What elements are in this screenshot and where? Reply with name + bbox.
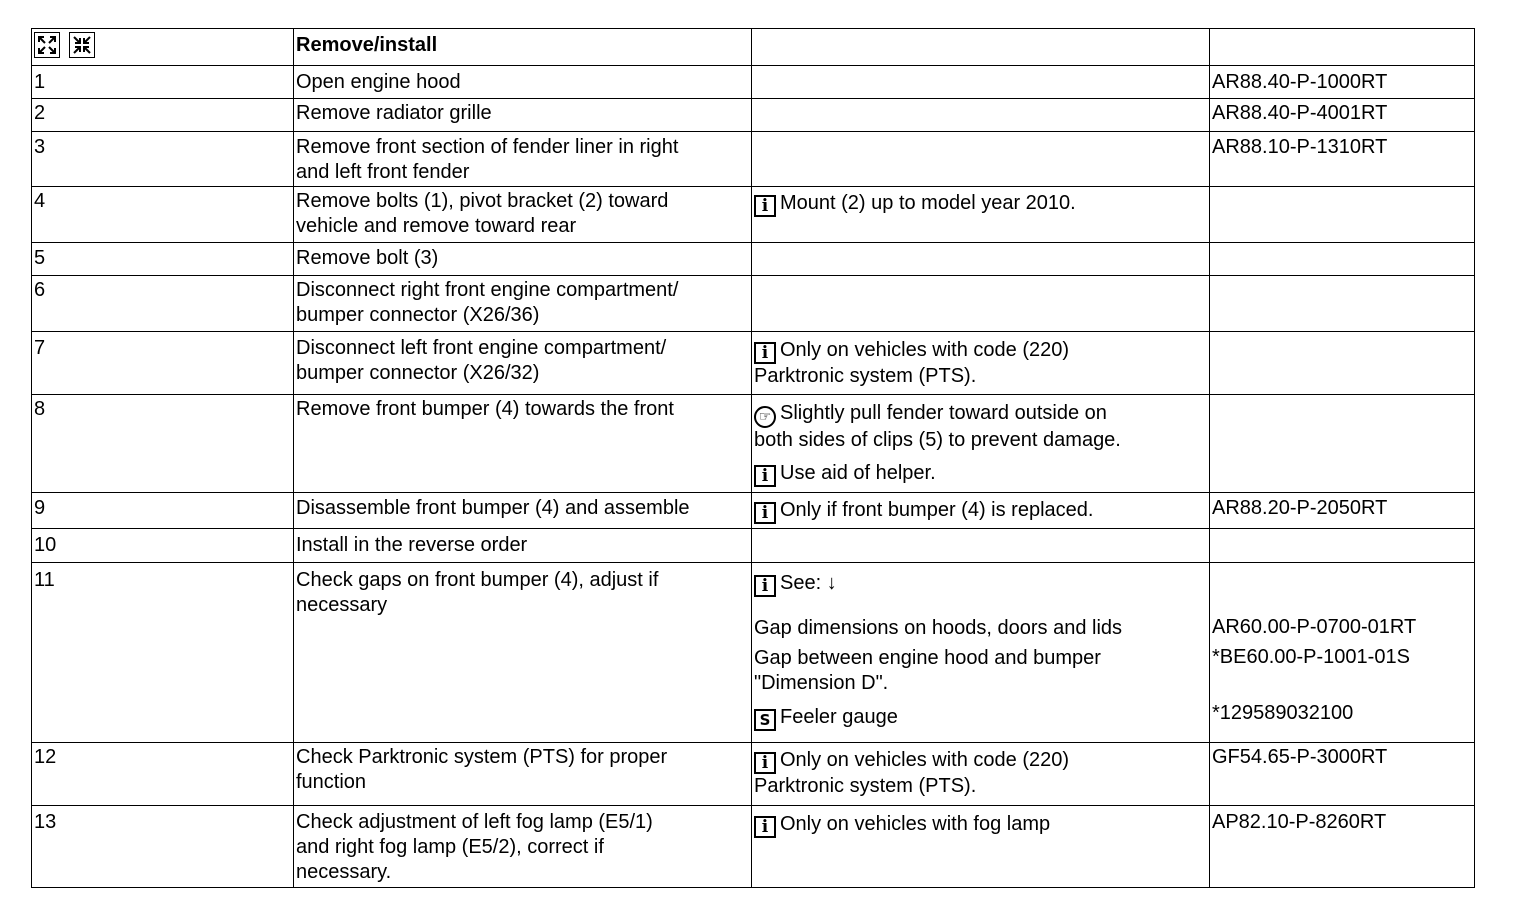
expand-arrows-icon[interactable] [34, 32, 60, 58]
step-note: i Only on vehicles with fog lamp [752, 806, 1210, 888]
step-number: 2 [32, 99, 294, 132]
table-row [32, 743, 1475, 806]
step-reference-link[interactable]: AR88.10-P-1310RT [1210, 132, 1475, 187]
step-number: 12 [32, 743, 294, 806]
step-number: 7 [32, 332, 294, 395]
step-number: 5 [32, 243, 294, 276]
table-row [32, 66, 1475, 99]
step-number: 4 [32, 187, 294, 243]
caution-icon: ☞ [754, 406, 776, 428]
table-row [32, 276, 1475, 332]
step-reference-link[interactable]: AR88.40-P-1000RT [1210, 66, 1475, 99]
tool-part-number[interactable]: *129589032100 [1212, 702, 1354, 724]
step-number: 6 [32, 276, 294, 332]
step-action: Remove front section of fender liner in right and left front fender [294, 132, 752, 187]
step-action: Disconnect right front engine compartment/ bumper connector (X26/36) [294, 276, 752, 332]
step-action: Check Parktronic system (PTS) for proper function [294, 743, 752, 806]
table-row [32, 187, 1475, 243]
step-action: Check gaps on front bumper (4), adjust if necessary [294, 563, 752, 743]
table-row [32, 395, 1475, 493]
info-icon: i [754, 342, 776, 364]
step-number: 3 [32, 132, 294, 187]
table-row [32, 493, 1475, 529]
step-action: Remove front bumper (4) towards the front [294, 395, 752, 493]
gap-dimensions-text: Gap dimensions on hoods, doors and lids [754, 617, 1123, 639]
step-reference-link[interactable]: AR88.40-P-4001RT [1210, 99, 1475, 132]
step-reference-link[interactable]: AR88.20-P-2050RT [1210, 493, 1475, 529]
step-action: Disconnect left front engine compartment/ bumper connector (X26/32) [294, 332, 752, 395]
table-row [32, 529, 1475, 563]
step-number: 11 [32, 563, 294, 743]
table-header-row [32, 29, 1475, 66]
step-action: Install in the reverse order [294, 529, 752, 563]
table-row [32, 132, 1475, 187]
info-icon: i [754, 502, 776, 524]
procedure-table [31, 28, 1475, 888]
step-action: Remove radiator grille [294, 99, 752, 132]
special-tool-icon: S [754, 709, 776, 731]
table-row [32, 806, 1475, 888]
table-row [32, 99, 1475, 132]
table-row [32, 563, 1475, 743]
step-action: Remove bolts (1), pivot bracket (2) toward vehicle and remove toward rear [294, 187, 752, 243]
step-number: 10 [32, 529, 294, 563]
step-action: Remove bolt (3) [294, 243, 752, 276]
step-reference-cell [1210, 563, 1475, 743]
header-title: Remove/install [294, 29, 752, 66]
step-reference-link[interactable]: AP82.10-P-8260RT [1210, 806, 1475, 888]
step-note: i Only if front bumper (4) is replaced. [752, 493, 1210, 529]
info-icon: i [754, 816, 776, 838]
collapse-arrows-icon[interactable] [69, 32, 95, 58]
step-note: i Only on vehicles with code (220) Parktronic system (PTS). [752, 743, 1210, 806]
step-reference-link[interactable]: *BE60.00-P-1001-01S [1212, 646, 1410, 668]
step-number: 8 [32, 395, 294, 493]
table-row [32, 332, 1475, 395]
info-icon: i [754, 575, 776, 597]
step-action: Check adjustment of left fog lamp (E5/1) and right fog lamp (E5/2), correct if necessary. [294, 806, 752, 888]
step-note: i Only on vehicles with code (220) Parktronic system (PTS). [752, 332, 1210, 395]
step-number: 13 [32, 806, 294, 888]
step-note: ☞ Slightly pull fender toward outside on both sides of clips (5) to prevent damage. i Use aid of helper. [752, 395, 1210, 493]
info-icon: i [754, 195, 776, 217]
info-icon: i [754, 752, 776, 774]
step-note: i Mount (2) up to model year 2010. [752, 187, 1210, 243]
table-row [32, 243, 1475, 276]
step-number: 9 [32, 493, 294, 529]
step-reference-link[interactable]: GF54.65-P-3000RT [1210, 743, 1475, 806]
step-action: Open engine hood [294, 66, 752, 99]
header-icons-cell [32, 29, 294, 66]
step-reference-link[interactable]: AR60.00-P-0700-01RT [1212, 616, 1417, 638]
info-icon: i [754, 465, 776, 487]
step-note: i See: ↓ Gap dimensions on hoods, doors and lids Gap between engine hood and bumper "Dimension D". S Feeler gauge [752, 563, 1210, 743]
step-number: 1 [32, 66, 294, 99]
step-action: Disassemble front bumper (4) and assemble [294, 493, 752, 529]
